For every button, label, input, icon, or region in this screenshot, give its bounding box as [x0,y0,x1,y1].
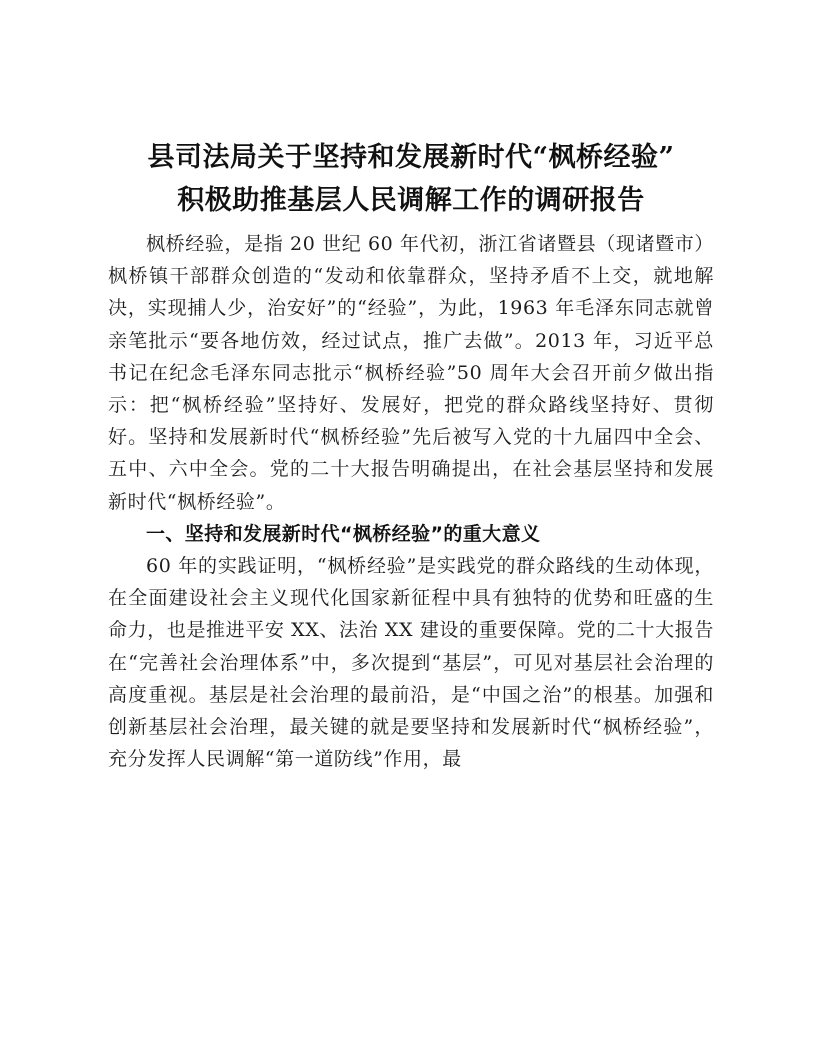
document-page [108,136,714,775]
section-heading-1: 一、坚持和发展新时代“枫桥经验”的重大意义 [146,522,541,545]
title-line-1: 县司法局关于坚持和发展新时代“枫桥经验” [147,142,675,173]
section-1-paragraph: 60 年的实践证明，“枫桥经验”是实践党的群众路线的生动体现，在全面建设社会主义现代化国家新征程中具有独特的优势和旺盛的生命力，也是推进平安 XX、法治 XX 建设的重要保障。党的二十大报告在“完善社会治理体系”中，多次提到“基层”，可见对基层社会治理的高度重视。基层是社会治理的最前沿，是“中国之治”的根基。加强和创新基层社会治理，最关键的就是要坚持和发展新时代“枫桥经验”，充分发挥人民调解“第一道防线”作用，最 [108,555,714,771]
title-line-2: 积极助推基层人民调解工作的调研报告 [177,185,645,216]
document-title [108,136,714,222]
intro-paragraph: 枫桥经验，是指 20 世纪 60 年代初，浙江省诸暨县（现诸暨市）枫桥镇干部群众创造的“发动和依靠群众，坚持矛盾不上交，就地解决，实现捕人少，治安好”的“经验”，为此，1963 年毛泽东同志就曾亲笔批示“要各地仿效，经过试点，推广去做”。2013 年，习近平总书记在纪念毛泽东同志批示“枫桥经验”50 周年大会召开前夕做出指示：把“枫桥经验”坚持好、发展好，把党的群众路线坚持好、贯彻好。坚持和发展新时代“枫桥经验”先后被写入党的十九届四中全会、五中、六中全会。党的二十大报告明确提出，在社会基层坚持和发展新时代“枫桥经验”。 [108,233,714,513]
document-body [108,228,714,775]
